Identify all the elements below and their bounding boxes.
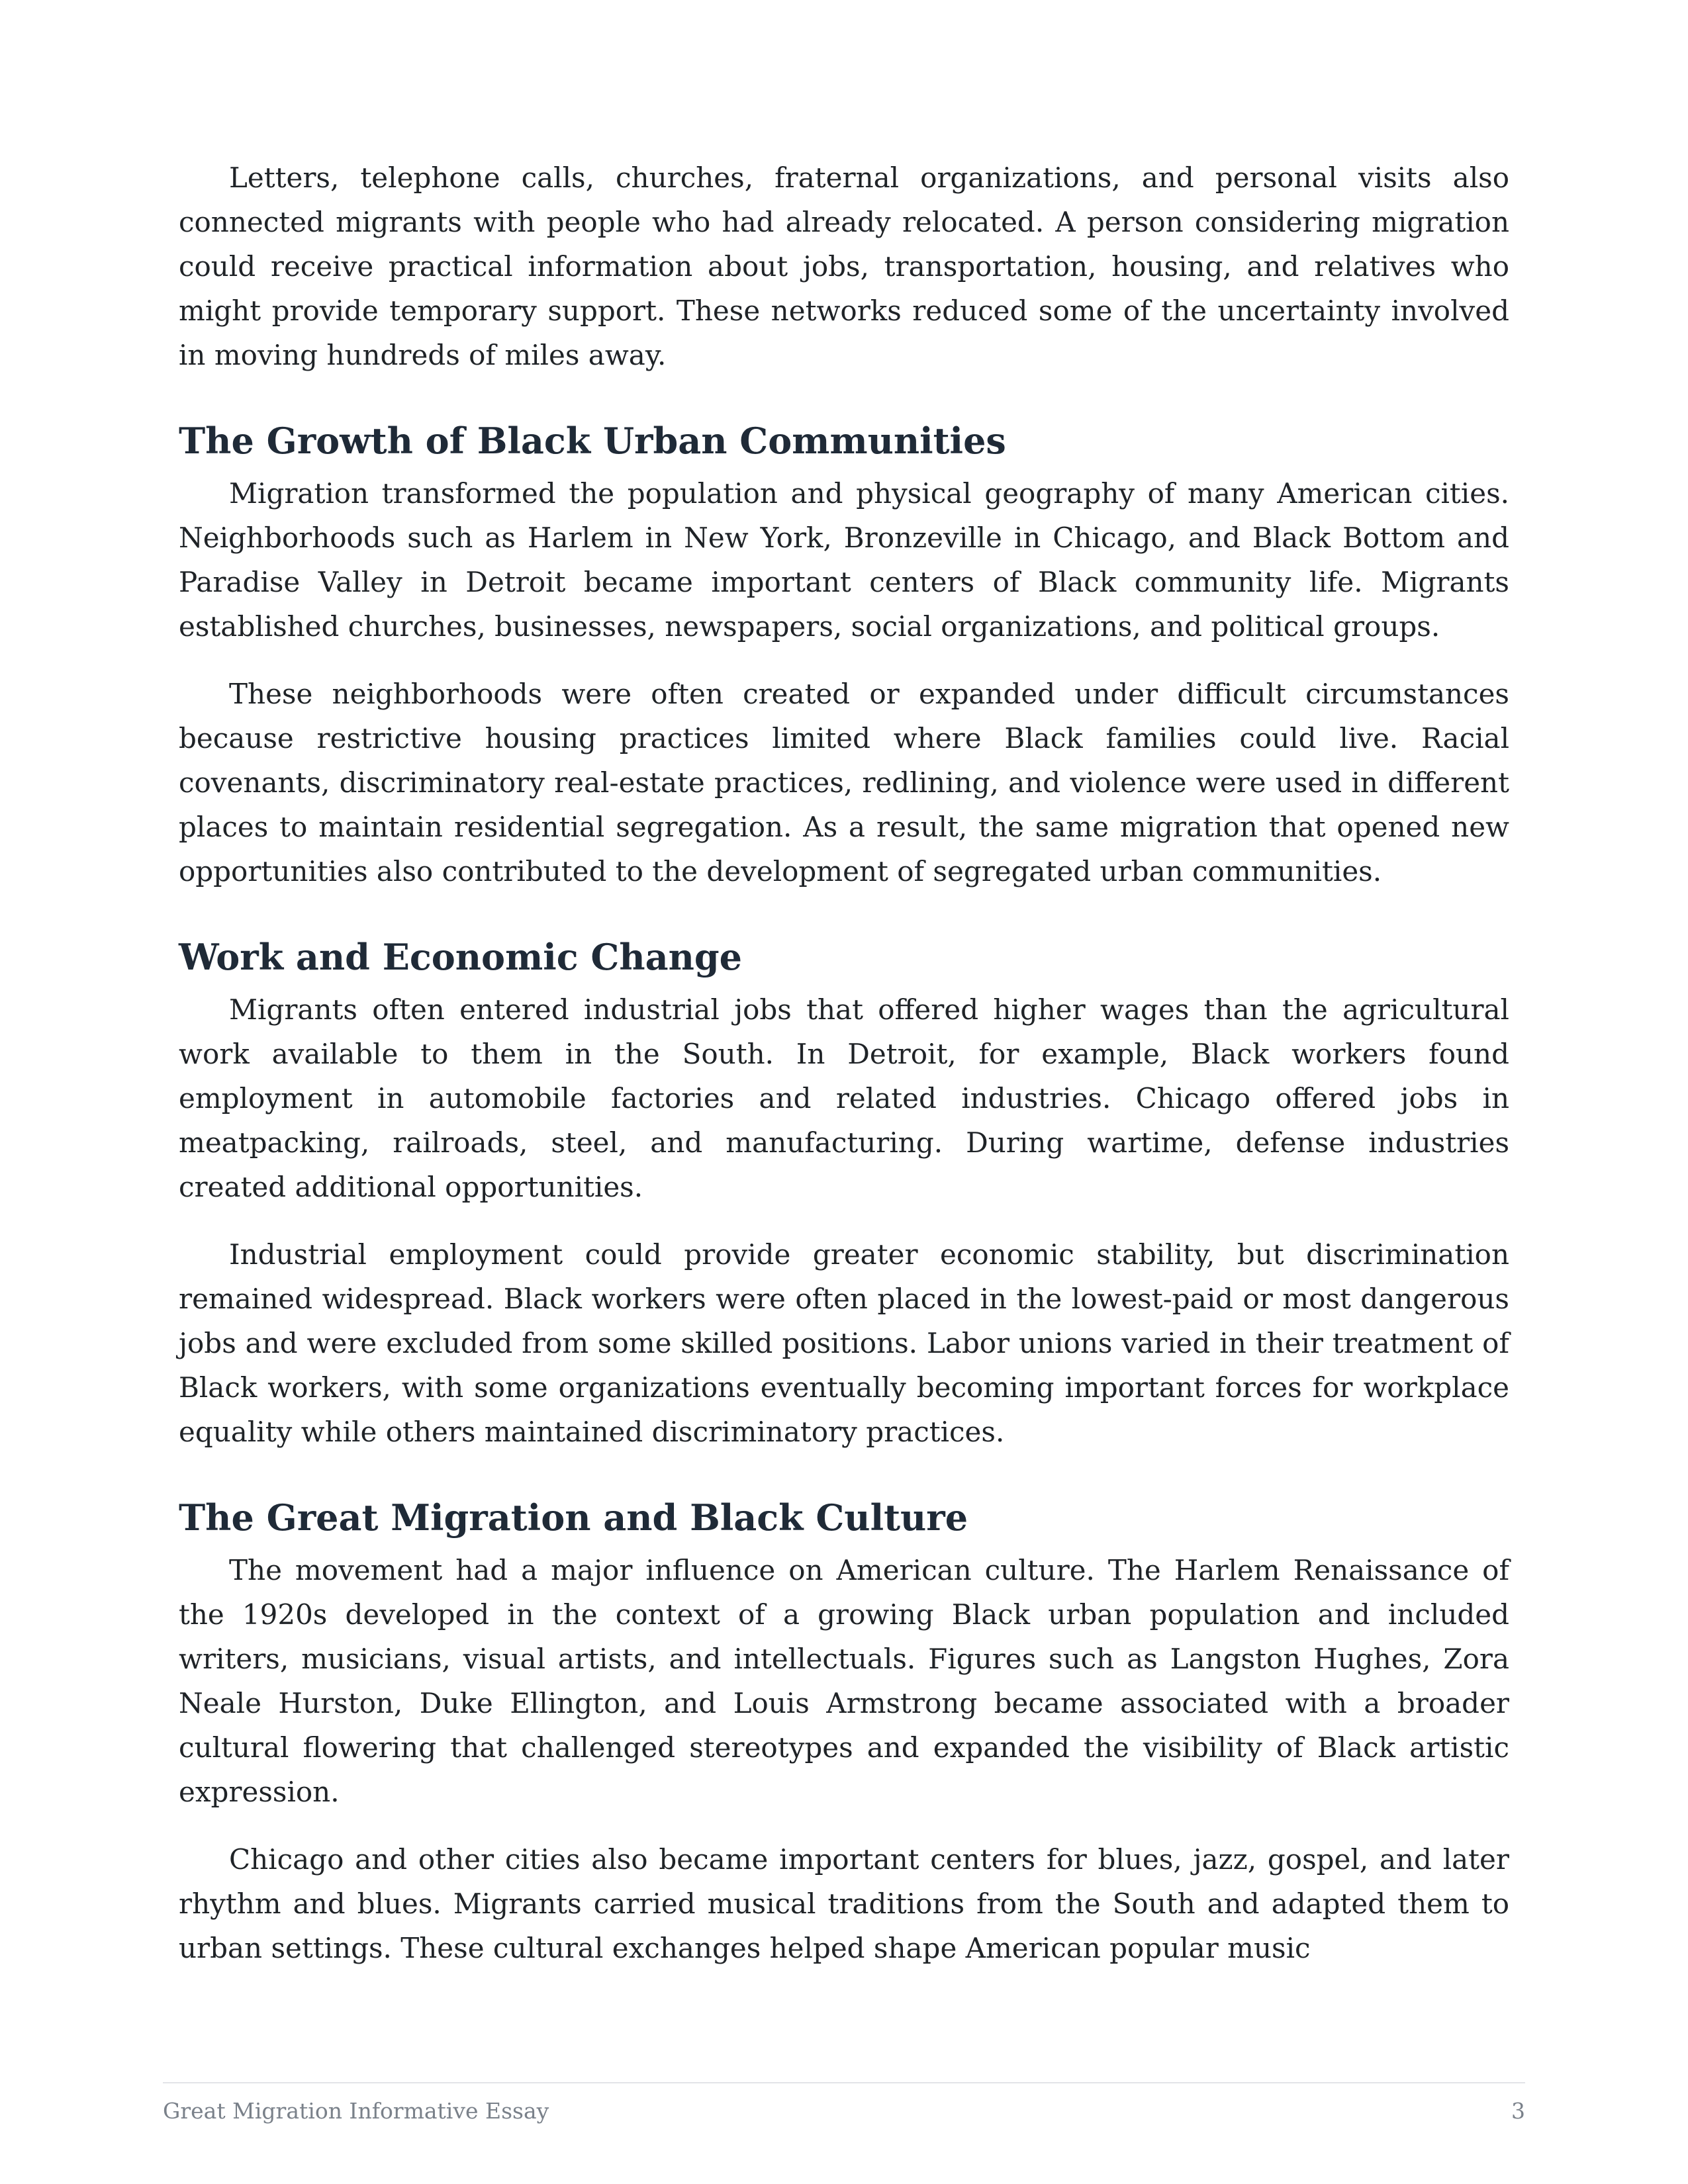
page-footer — [163, 2082, 1525, 2124]
section-heading: Work and Economic Change — [179, 936, 743, 978]
paragraph: Letters, telephone calls, churches, fraternal organizations, and personal visits also connected migrants with people who had already relocated. A person considering migration could receive practical information about jobs, transportation, housing, and relatives who might provide temporary support. These networks reduced some of the uncertainty involved in moving hundreds of miles away. — [179, 161, 1509, 371]
section-heading: The Great Migration and Black Culture — [179, 1496, 968, 1539]
document-body — [179, 156, 1509, 1993]
paragraph: These neighborhoods were often created or expanded under difficult circumstances because restrictive housing practices limited where Black families could live. Racial covenants, discriminatory real-estate practices, redlining, and violence were used in different places to maintain residential segregation. As a result, the same migration that opened new opportunities also contributed to the development of segregated urban communities. — [179, 678, 1509, 887]
footer-document-title: Great Migration Informative Essay — [163, 2098, 549, 2124]
paragraph: Migrants often entered industrial jobs that offered higher wages than the agricultural work available to them in the South. In Detroit, for example, Black workers found employment in automobile factories and related industries. Chicago offered jobs in meatpacking, railroads, steel, and manufacturing. During wartime, defense industries created additional opportunities. — [179, 993, 1509, 1203]
section-heading: The Growth of Black Urban Communities — [179, 420, 1006, 462]
paragraph: Industrial employment could provide greater economic stability, but discrimination remained widespread. Black workers were often placed in the lowest-paid or most dangerous jobs and were excluded from some skilled positions. Labor unions varied in their treatment of Black workers, with some organizations eventually becoming important forces for workplace equality while others maintained discriminatory practices. — [179, 1238, 1509, 1448]
footer-page-number: 3 — [1511, 2098, 1525, 2124]
paragraph: The movement had a major influence on American culture. The Harlem Renaissance of the 1920s developed in the context of a growing Black urban population and included writers, musicians, visual artists, and intellectuals. Figures such as Langston Hughes, Zora Neale Hurston, Duke Ellington, and Louis Armstrong became associated with a broader cultural flowering that challenged stereotypes and expanded the visibility of Black artistic expression. — [179, 1554, 1509, 1808]
paragraph: Migration transformed the population and physical geography of many American cities. Neighborhoods such as Harlem in New York, Bronzeville in Chicago, and Black Bottom and Paradise Valley in Detroit became important centers of Black community life. Migrants established churches, businesses, newspapers, social organizations, and political groups. — [179, 477, 1509, 643]
paragraph: Chicago and other cities also became important centers for blues, jazz, gospel, and later rhythm and blues. Migrants carried musical traditions from the South and adapted them to urban settings. These cultural exchanges helped shape American popular music — [179, 1843, 1509, 1964]
